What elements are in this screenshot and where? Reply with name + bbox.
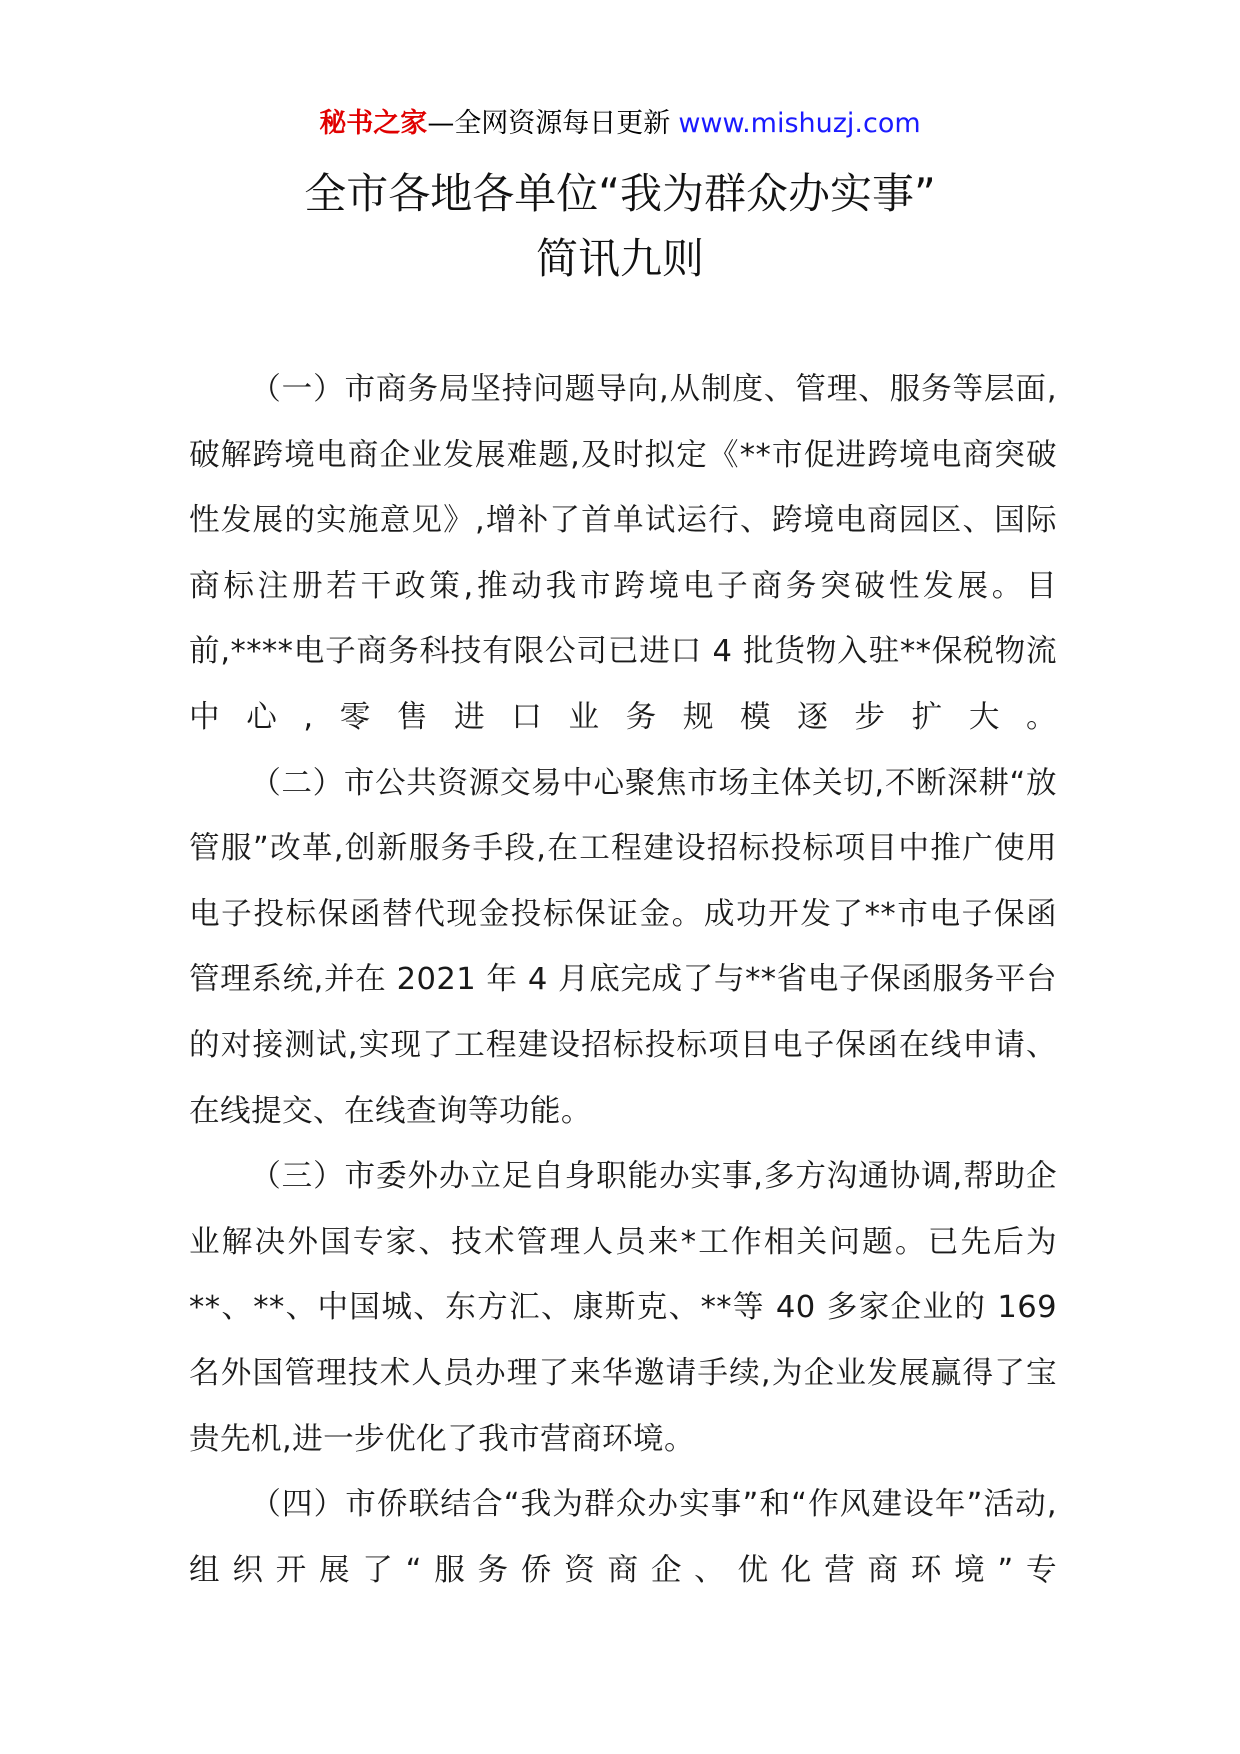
document-title-line-1: 全市各地各单位“我为群众办实事” — [304, 169, 936, 218]
document-title-line-2: 简讯九则 — [535, 234, 704, 283]
paragraph-4: （四）市侨联结合“我为群众办实事”和“作风建设年”活动,组织开展了“服务侨资商企、优化营商环境”专 — [189, 1487, 1057, 1588]
header-tagline: —全网资源每日更新 — [427, 108, 671, 139]
site-url-link[interactable]: www.mishuzj.com — [678, 108, 921, 139]
paragraph-1: （一）市商务局坚持问题导向,从制度、管理、服务等层面,破解跨境电商企业发展难题,及时拟定《**市促进跨境电商突破性发展的实施意见》,增补了首单试运行、跨境电商园区、国际商标注册若干政策,推动我市跨境电子商务突破性发展。目前,****电子商务科技有限公司已进口 4 批货物入驻**保税物流中心,零售进口业务规模逐步扩大。 — [189, 372, 1057, 735]
paragraph-3: （三）市委外办立足自身职能办实事,多方沟通协调,帮助企业解决外国专家、技术管理人员来*工作相关问题。已先后为**、**、中国城、东方汇、康斯克、**等 40 多家企业的 169 名外国管理技术人员办理了来华邀请手续,为企业发展赢得了宝贵先机,进一步优化了我市营商环境。 — [189, 1159, 1057, 1457]
paragraph-2: （二）市公共资源交易中心聚焦市场主体关切,不断深耕“放管服”改革,创新服务手段,在工程建设招标投标项目中推广使用电子投标保函替代现金投标保证金。成功开发了**市电子保函管理系统,并在 2021 年 4 月底完成了与**省电子保函服务平台的对接测试,实现了工程建设招标投标项目电子保函在线申请、在线提交、在线查询等功能。 — [189, 765, 1057, 1129]
brand-name: 秘书之家 — [319, 108, 428, 139]
document-body — [189, 357, 1057, 1603]
site-header — [0, 104, 1240, 144]
